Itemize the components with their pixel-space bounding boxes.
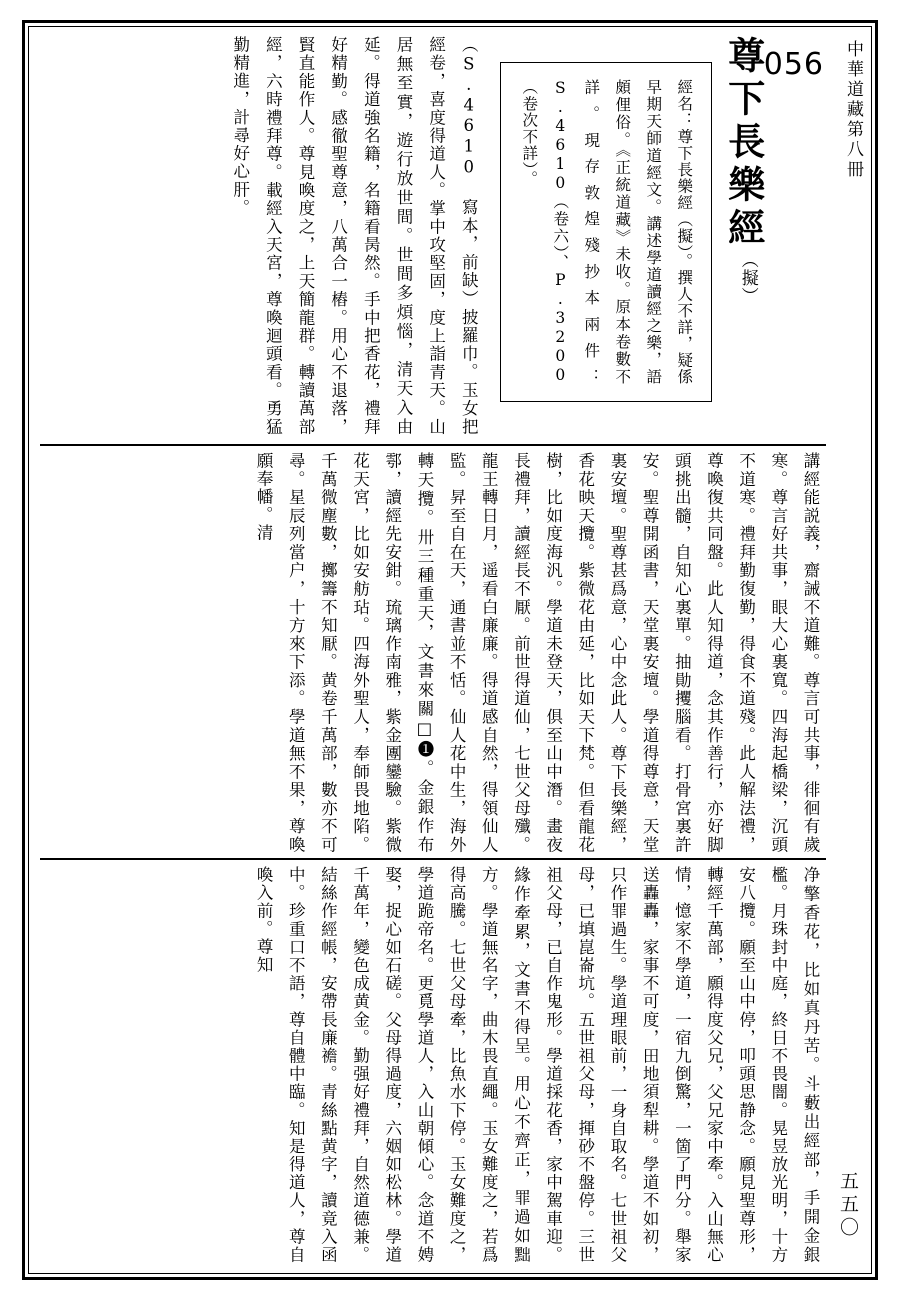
opening-text: 披羅巾。玉女把經卷，喜度得道人。掌中攻堅固，度上詣青天。山居無至實，遊行放世間。世間多煩惱，清天入由延。得道強名籍，名籍看昺然。手中把香花，禮拜好精勤。感徹聖尊意，八萬合一樁。用心不退落，賢直能作人。尊見喚度之，上天簡龍群。轉讀萬部經，六時禮拜尊。載經入天宮，尊喚迴頭看。勇猛勤精進，計尋好心肝。 [230,36,479,437]
entry-title: 尊下長樂經 [721,36,766,251]
source-note-and-opening [223,36,484,436]
series-title: 中華道藏 [843,40,863,120]
body-paragraph-bottom: 净擎香花，比如真丹苦。斗藪出經部，手開金銀檻。月珠封中庭，終日不畏闇。晃昱放光明，十方安八攬。願至山中停，叩頭思静念。願見聖尊形，轉經千萬部，願得度父兄，父兄家中牽。入山無心情，憶家不學道，一宿九倒驚，一箇了門分。舉家送轟轟，家事不可度，田地須犁耕。學道不如初，只作罪過生。學道理眼前，一身自取名。七世祖父母，已填崑崙坑。五世祖父母，揮砂不盤停。三世祖父母，已自作鬼形。學道採花香，家中駕車迎。緣作牽累，文書不得呈。用心不齊正，罪過如黜方。學道無名字，曲木畏直繩。玉女難度之，若爲得高騰。七世父母牽，比魚水下停。玉女難度之，學道跪帝名。更覓學道人，入山朝傾心。念道不娉娶，捉心如石磋。父母得過度，六姻如松林。學道千萬年，變色成黄金。勤强好禮拜，自然道德兼。結絲作經帳，安帶長廉襜。青絲點黄字，讀竟入函中。珍重口不語，尊自體中臨。知是得道人，尊自喚入前。尊知 [254,866,820,1264]
entry-title-suffix: （擬） [737,251,758,305]
band-divider-2 [40,858,826,860]
text-content [40,36,826,1264]
source-note: （S.4610 寫本，前缺） [459,36,479,309]
body-paragraph-middle: 講經能説義，齋誡不道難。尊言可共事，徘徊有歲寒。尊言好共事，眼大心裏寬。四海起橋梁，沉頭不道寒。禮拜勤復勤，得食不道殘。此人解法禮，尊喚復共同盤。此人知得道，念其作善行，亦好脚頭挑出髓，自知心裏單。抽勛攫腦看。打骨宮裏許安。聖尊開函書，天堂裏安壇。學道得尊意，天堂裏安壇。聖尊甚爲意，心中念此人。尊下長樂經，香花映天攬。紫微花由延，比如天下梵。但看龍花樹，比如度海汎。學道未登天，俱至山中潛。畫夜長禮拜，讀經長不厭。前世得道仙，七世父母殲。龍王轉日月，遥看白廉廉。得道感自然，得領仙人監。昇至自在天，通書並不恬。仙人花中生，海外轉天攬。卅三種重天，文書來關□❶。金銀作布鄠，讀經先安鉗。琉璃作南雅，紫金團鑾驗。紫微花天宮，比如安舫玷。四海外聖人，奉師畏地陷。千萬微塵數，擲籌不知厭。黄卷千萬部，數亦不可尋。星辰列當户，十方來下添。學道無不果，尊喚願奉幡。清 [254,452,820,854]
abstract-box: 經名：尊下長樂經（擬）。撰人不詳，疑係早期天師道經文。講述學道讀經之樂，語頗俚俗。《正統道藏》未收。原本卷數不詳。現存敦煌殘抄本兩件：S.4610（卷六）、P.3200（卷次不詳）。 [500,62,712,402]
entry-number: 056 [763,47,824,82]
band-middle [40,452,826,854]
running-head [822,40,864,1260]
band-divider-1 [40,444,826,446]
band-top [40,36,826,440]
volume-label: 第八冊 [843,120,863,180]
entry-heading [722,36,824,436]
page-number: 五五〇 [837,1171,859,1240]
band-bottom [40,866,826,1264]
